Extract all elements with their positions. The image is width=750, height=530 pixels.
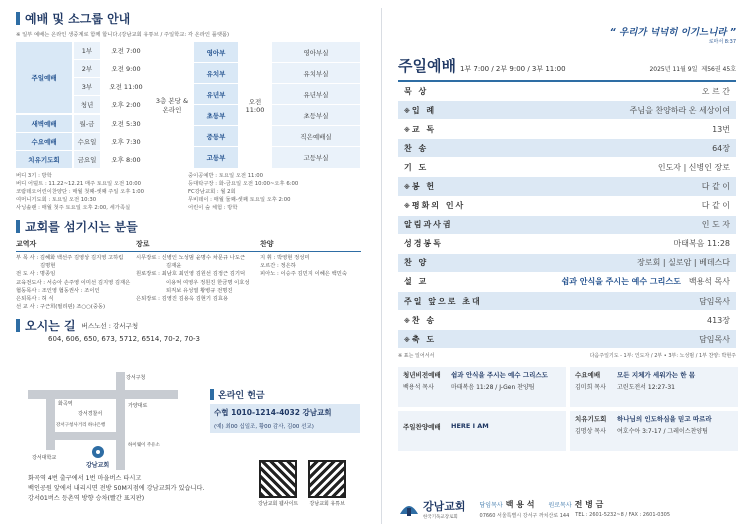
- map-label: 가양대로: [128, 403, 148, 409]
- order-item-content: 다 같 이: [701, 201, 730, 211]
- church-footer: [398, 492, 738, 526]
- school-time: 오전 11:00: [245, 97, 265, 114]
- qr-website[interactable]: [258, 460, 298, 507]
- other-service-label: 치유기도회: [16, 151, 72, 168]
- worship-table: [16, 42, 361, 162]
- other-service-time: 오전 5:30: [111, 120, 141, 128]
- servants-body: [16, 254, 361, 311]
- church-sub: 한국기독교장로회: [423, 515, 458, 520]
- order-row: [398, 197, 736, 216]
- sunday-label: 주일예배: [16, 42, 72, 113]
- other-service-day: 금요일: [74, 151, 100, 168]
- quote-ref: 로마서 8:37: [708, 39, 736, 45]
- service-title: 주일예배: [398, 57, 456, 75]
- order-item-content: 주님을 찬양하라 온 세상이여: [629, 105, 730, 115]
- right-page: [388, 0, 750, 530]
- servant-line: 퇴직보 유성열 황병규 전명진: [166, 287, 233, 294]
- activity-info: [16, 172, 361, 212]
- offering-note: (예) 최00 십일조, 황00 감사, 김00 선교): [210, 421, 360, 433]
- servant-line: 은퇴목사 : 허 식: [16, 296, 54, 303]
- order-item-content: 담임목사: [699, 334, 730, 344]
- school-dept: 유치부: [194, 63, 238, 83]
- servant-line: 김명현: [40, 263, 56, 270]
- servant-line: 원로장로 : 최남호 최인영 김원선 김정근 김기덕: [136, 271, 246, 278]
- qr-codes: [258, 460, 346, 507]
- info-line: 등대탁구장 : 화-금요일 오전 10:00~오후 6:00: [188, 181, 299, 187]
- pastor-label: 담임목사: [479, 502, 503, 509]
- order-row: [398, 292, 736, 311]
- school-room: 초등부실: [272, 105, 360, 125]
- order-row: [398, 330, 736, 349]
- servant-line: 김재윤: [166, 263, 182, 270]
- stand-note: ※ 표는 일어서서: [398, 353, 435, 360]
- sunday-time: 오전 9:00: [111, 65, 141, 73]
- worship-note: ※ 일부 예배는 온라인 생중계로 함께 합니다.(강남교회 유튜브 / 주일학교: 각 온라인 플랫폼): [16, 32, 230, 38]
- order-row: [398, 82, 736, 101]
- title-bar-icon: [210, 389, 214, 400]
- service-no: 제56권 45호: [701, 66, 736, 73]
- sunday-part: 1부: [74, 42, 100, 59]
- order-row: [398, 273, 736, 292]
- order-item-content: 장로회 | 실로암 | 베데스다: [637, 258, 730, 268]
- order-notes: [398, 352, 736, 359]
- order-item-content: 담임목사: [699, 296, 730, 306]
- order-row: [398, 216, 736, 235]
- order-item-name: ※입 례: [404, 105, 437, 115]
- dept-services: [398, 367, 736, 451]
- map: [28, 372, 178, 470]
- dept-box: 치유기도회 하나님의 인도하심을 믿고 따르라 김명상 목사 여호수아 3:7-17 / 그레이스찬양팀: [570, 411, 738, 451]
- school-dept: 중등부: [194, 126, 238, 146]
- order-item-content: 오 르 간: [701, 86, 730, 96]
- map-label-church: 강남교회: [86, 462, 110, 469]
- info-line: 버디 어덜트 : 11.22~12.21 매주 토요일 오전 10:00: [16, 181, 142, 187]
- school-room: 영아부실: [272, 42, 360, 62]
- order-item-name: 성경봉독: [404, 239, 443, 249]
- dept-box: 수요예배 모든 지체가 세워가는 한 몸 김미희 목사 고린도전서 12:27-31: [570, 367, 738, 407]
- order-item-content: 마태복음 11:28: [673, 239, 730, 249]
- sunday-time: 오후 2:00: [111, 101, 141, 109]
- dir-line: 화곡역 4번 출구에서 1번 마을버스 타시고: [28, 475, 142, 482]
- tel: TEL : 2601-5232~8 / FAX : 2601-0305: [575, 512, 671, 518]
- other-service-day: 월-금: [74, 115, 100, 132]
- servant-line: 은퇴장로 : 김영진 김용옥 김현기 김효용: [136, 296, 229, 303]
- info-line: FC강남교회 : 월 2회: [188, 189, 236, 195]
- order-row: [398, 177, 736, 196]
- servant-line: 선 교 사 : 구근희(필리핀) 조○○(중동): [16, 304, 106, 311]
- other-service-label: 수요예배: [16, 133, 72, 150]
- dir-line: 백인공원 앞에서 내리시면 전방 50M지점에 강남교회가 있습니다.: [28, 485, 205, 492]
- directions-text: [28, 474, 268, 504]
- order-item-name: 설 교: [404, 277, 429, 287]
- order-item-name: ※봉 헌: [404, 182, 437, 192]
- info-line: 버디 3기 : 방학: [16, 173, 52, 179]
- dept-box: 주일찬양예배 HERE I AM: [398, 411, 566, 451]
- map-label: 강서경찰서: [78, 411, 103, 417]
- servant-line: 시무장로 : 신병인 노성범 윤명수 차문규 나도근: [136, 255, 246, 261]
- school-room: 유치부실: [272, 63, 360, 83]
- order-item-name: 주일 앞으로 초대: [404, 296, 482, 306]
- sermon-title: 쉼과 안식을 주시는 예수 그리스도: [561, 277, 681, 287]
- church-name: 강남교회: [423, 500, 466, 513]
- page-divider: [381, 8, 382, 524]
- servants-header-cell: 장로: [136, 240, 150, 248]
- school-dept: 영아부: [194, 42, 238, 62]
- info-line: 무비데이 : 매월 둘째-셋째 토요일 오후 2:00: [188, 197, 291, 203]
- info-line: 중이공예반 : 토요일 오전 11:00: [188, 173, 263, 179]
- school-room: 직은예배실: [272, 126, 360, 146]
- order-row: [398, 120, 736, 139]
- info-line: 여머니기도회 : 토요일 오전 10:30: [16, 197, 97, 203]
- order-row: [398, 235, 736, 254]
- pastor-name: 백 용 석: [505, 500, 535, 509]
- school-dept: 유년부: [194, 84, 238, 104]
- sunday-part: 2부: [74, 60, 100, 77]
- bus-numbers: 604, 606, 650, 673, 5712, 6514, 70-2, 70-3: [48, 335, 200, 344]
- map-label: 강서대학교: [32, 455, 57, 461]
- address: 07660 서울특별시 강서구 까치산로 144: [479, 513, 570, 519]
- school-dept: 고등부: [194, 147, 238, 168]
- order-item-name: ※축 도: [404, 334, 437, 344]
- servants-header: [16, 239, 361, 252]
- qr-youtube[interactable]: [308, 460, 346, 507]
- sunday-part: 3부: [74, 78, 100, 95]
- servant-line: 이용억 여영우 정원진 한금명 이호성: [166, 279, 250, 286]
- order-item-name: 묵 상: [404, 86, 429, 96]
- service-title-row: [398, 55, 736, 76]
- dir-line: 강서01버스 등촌역 방향 승차(빨간 표지판): [28, 495, 145, 502]
- order-item-name: 찬 양: [404, 258, 429, 268]
- order-item-content: 413장: [707, 315, 730, 325]
- order-item-name: 기 도: [404, 162, 429, 172]
- order-item-name: 찬 송: [404, 143, 429, 153]
- online-offering: [210, 388, 360, 433]
- service-times: 1부 7:00 / 2부 9:00 / 3부 11:00: [459, 65, 566, 73]
- order-item-content: 다 같 이: [701, 182, 730, 192]
- servant-line: 지 휘 : 박영현 정성미: [260, 255, 310, 261]
- map-label: 하이웨이 주유소: [128, 443, 160, 448]
- order-item-name: 알림과사귐: [404, 220, 453, 230]
- title-bar-icon: [16, 12, 20, 25]
- order-row: [398, 311, 736, 330]
- map-label: 강서구청: [126, 375, 146, 381]
- title-bar-icon: [16, 220, 20, 233]
- school-room: 고등부실: [272, 147, 360, 168]
- other-service-time: 오후 8:00: [111, 156, 141, 164]
- info-line: 사닝솔랜 : 매월 첫주 토요일 오후 2:00, 세가족실: [16, 205, 131, 211]
- servants-section-title: 교회를 섬기시는 분들: [16, 218, 361, 235]
- elder-pastor-label: 원로목사: [548, 502, 572, 509]
- order-item-content: 쉼과 안식을 주시는 예수 그리스도 백용석 목사: [561, 277, 730, 287]
- qr-code-icon: [259, 460, 297, 498]
- offering-title: 온라인 헌금: [218, 391, 265, 401]
- church-logo-icon: [398, 500, 420, 518]
- other-service-label: 새벽예배: [16, 115, 72, 132]
- order-row: [398, 139, 736, 158]
- directions-title: 오시는 길: [16, 317, 76, 334]
- map-label: 강서구청사거리 하나은행: [56, 423, 106, 428]
- order-item-content: 인 도 자: [701, 220, 730, 230]
- other-service-time: 오후 7:30: [111, 138, 141, 146]
- order-row: [398, 254, 736, 273]
- sunday-time: 오전 11:00: [109, 83, 143, 91]
- order-item-content: 13번: [712, 124, 730, 134]
- servant-line: 오르간 : 정은하: [260, 263, 296, 270]
- bus-label: 버스노선 : 강서구청: [81, 322, 139, 331]
- servant-line: 피아노 : 이승주 김민지 이혜은 백민숙: [260, 271, 347, 278]
- qr-code-icon: [308, 460, 346, 498]
- order-row: [398, 101, 736, 120]
- offering-account: 수협 1010-1214-4032 강남교회: [210, 404, 360, 421]
- other-service-day: 수요일: [74, 133, 100, 150]
- sunday-part: 청년: [74, 96, 100, 113]
- title-bar-icon: [16, 319, 20, 332]
- info-line: 코람데오어린이찬양단 : 매월 첫째-셋째 주일 오후 1:00: [16, 189, 145, 195]
- order-of-service: [398, 80, 736, 349]
- choir-note: 다음주일기도 - 1부: 인도자 / 2부 • 3부: 노성범 / 1부 찬양: 박현주: [589, 353, 736, 360]
- servant-line: 부 목 사 : 김혜화 백선주 김영상 김지영 고하림: [16, 255, 124, 261]
- order-item-content: 인도자 | 신병인 장로: [657, 162, 730, 172]
- sunday-time: 오전 7:00: [111, 47, 141, 55]
- servant-line: 협동목사 : 조인영 협동권사 : 조이인: [16, 287, 100, 294]
- dept-box: 청년비전예배 쉼과 안식을 주시는 예수 그리스도 백용석 목사 마태복음 11:28 / J-Gen 찬양팀: [398, 367, 566, 407]
- school-room: 유년부실: [272, 84, 360, 104]
- school-dept: 초등부: [194, 105, 238, 125]
- info-line: 어린이 숲 체험 : 방학: [188, 205, 238, 211]
- qr-label: 강남교회 웹사이트: [258, 501, 299, 507]
- servants-header-cell: 찬양: [260, 240, 274, 248]
- order-row: [398, 158, 736, 177]
- qr-label: 강남교회 유튜브: [309, 501, 345, 507]
- quote: “ 우리가 넉넉히 이기느니라 ”: [609, 27, 736, 38]
- order-item-name: ※찬 송: [404, 315, 437, 325]
- servant-line: 전 도 사 : 명종임: [16, 271, 56, 278]
- servants-header-cell: 교역자: [16, 240, 37, 248]
- order-item-name: ※교 독: [404, 124, 437, 134]
- order-item-name: ※평화의 인사: [404, 201, 466, 211]
- service-date: 2025년 11월 9일: [649, 66, 698, 73]
- place-label: 3층 본당 & 온라인: [155, 97, 189, 114]
- elder-pastor-name: 전 병 금: [574, 500, 604, 509]
- servant-line: 교육전도사 : 서승아 손주영 이미선 김지영 김재은: [16, 279, 131, 286]
- map-label: 화곡역: [58, 401, 73, 407]
- directions-header: [16, 317, 361, 334]
- order-item-content: 64장: [712, 143, 730, 153]
- worship-section-title: 예배 및 소그룹 안내: [16, 10, 361, 27]
